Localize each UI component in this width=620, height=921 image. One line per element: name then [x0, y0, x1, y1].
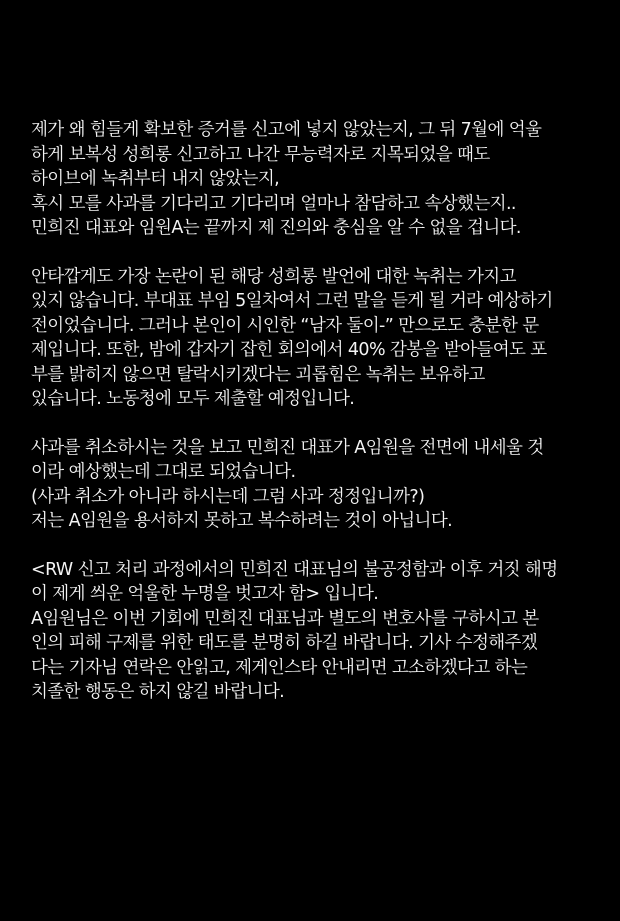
text-line: 하게 보복성 성희롱 신고하고 나간 무능력자로 지목되었을 때도	[31, 144, 490, 165]
text-line: 있지 않습니다. 부대표 부임 5일차여서 그런 말을 듣게 될 거라 예상하기	[31, 291, 553, 311]
text-line: 이 제게 씌운 억울한 누명을 벗고자 함> 입니다.	[31, 584, 379, 604]
text-line: 저는 A임원을 용서하지 못하고 복수하려는 것이 아닙니다.	[31, 511, 453, 531]
text-line: 제가 왜 힘들게 확보한 증거를 신고에 넣지 않았는지, 그 뒤 7월에 억울	[31, 120, 542, 140]
text-line: 혹시 모를 사과를 기다리고 기다리며 얼마나 참담하고 속상했는지..	[31, 193, 516, 214]
text-line: 제입니다. 또한, 밤에 갑자기 잡힌 회의에서 40% 감봉을 받아들여도 포	[31, 340, 547, 360]
text-line: 부를 밝히지 않으면 탈락시키겠다는 괴롭힘은 녹취는 보유하고	[31, 364, 485, 385]
text-line: 있습니다. 노동청에 모두 제출할 예정입니다.	[31, 389, 355, 409]
text-line: 치졸한 행동은 하지 않길 바랍니다.	[31, 682, 285, 702]
text-line: 사과를 취소하시는 것을 보고 민희진 대표가 A임원을 전면에 내세울 것	[31, 437, 544, 458]
text-line: A임원님은 이번 기회에 민희진 대표님과 별도의 변호사를 구하시고 본	[31, 608, 539, 629]
paragraph-1	[31, 118, 603, 241]
text-line: (사과 취소가 아니라 하시는데 그럼 사과 정정입니까?)	[31, 486, 425, 507]
paragraph-3	[31, 436, 603, 534]
text-line: 이라 예상했는데 그대로 되었습니다.	[31, 462, 296, 482]
text-line: 전이었습니다. 그러나 본인이 시인한 “남자 둘이-” 만으로도 충분한 문	[31, 315, 539, 336]
text-line: 하이브에 녹취부터 내지 않았는지,	[31, 169, 280, 189]
text-line: 민희진 대표와 임원A는 끝까지 제 진의와 충심을 알 수 없을 겁니다.	[31, 218, 521, 238]
text-line: 안타깝게도 가장 논란이 된 해당 성희롱 발언에 대한 녹취는 가지고	[31, 266, 516, 287]
statement-text	[31, 118, 603, 729]
text-line: 다는 기자님 연락은 안읽고, 제게인스타 안내리면 고소하겠다고 하는	[31, 657, 528, 678]
text-line: <RW 신고 처리 과정에서의 민희진 대표님의 불공정함과 이후 거짓 해명	[31, 559, 558, 580]
paragraph-4	[31, 558, 603, 705]
text-line: 인의 피해 구제를 위한 태도를 분명히 하길 바랍니다. 기사 수정해주겠	[31, 633, 538, 653]
paragraph-2	[31, 265, 603, 412]
